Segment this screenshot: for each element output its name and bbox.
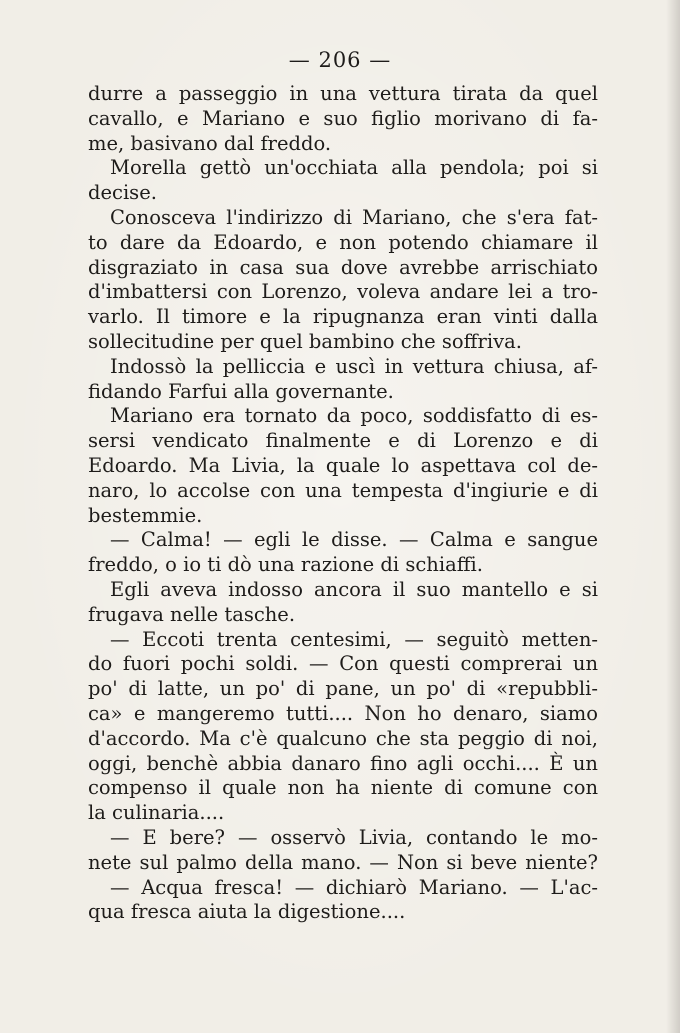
- text-line: qua fresca aiuta la digestione....: [88, 900, 406, 924]
- text-line: to dare da Edoardo, e non potendo chiamare il: [88, 230, 598, 254]
- text-line: fidando Farfui alla governante.: [88, 379, 394, 403]
- text-line: ca» e mangeremo tutti.... Non ho denaro, siamo: [88, 701, 598, 725]
- page-number: — 206 —: [288, 48, 392, 72]
- page-edge-shadow: [666, 0, 680, 1033]
- text-line: — Eccoti trenta centesimi, — seguitò metten-: [110, 627, 598, 651]
- text-line: nete sul palmo della mano. — Non si beve niente?: [88, 850, 598, 874]
- text-line: sollecitudine per quel bambino che soffriva.: [88, 329, 522, 353]
- text-line: naro, lo accolse con una tempesta d'ingiurie e di: [88, 478, 598, 502]
- text-line: Indossò la pelliccia e uscì in vettura chiusa, af-: [110, 354, 598, 378]
- text-line: freddo, o io ti dò una razione di schiaffi.: [88, 553, 483, 577]
- body-text: [88, 82, 598, 925]
- text-line: d'accordo. Ma c'è qualcuno che sta peggio di noi,: [88, 726, 598, 750]
- text-line: — E bere? — osservò Livia, contando le mo-: [110, 825, 598, 849]
- text-line: bestemmie.: [88, 503, 203, 527]
- text-line: sersi vendicato finalmente e di Lorenzo e di: [88, 429, 598, 453]
- text-line: Conosceva l'indirizzo di Mariano, che s'era fat-: [110, 205, 598, 229]
- text-line: oggi, benchè abbia danaro fino agli occhi.... È un: [88, 751, 598, 775]
- text-line: d'imbattersi con Lorenzo, voleva andare lei a tro-: [88, 280, 598, 304]
- text-line: varlo. Il timore e la ripugnanza eran vinti dalla: [88, 305, 598, 329]
- text-line: — Acqua fresca! — dichiarò Mariano. — L'ac-: [110, 875, 598, 899]
- text-line: po' di latte, un po' di pane, un po' di «repubbli-: [88, 677, 598, 701]
- text-line: do fuori pochi soldi. — Con questi comprerai un: [88, 652, 598, 676]
- text-line: la culinaria....: [88, 801, 225, 825]
- text-line: disgraziato in casa sua dove avrebbe arrischiato: [88, 255, 598, 279]
- text-line: decise.: [88, 181, 157, 205]
- text-line: frugava nelle tasche.: [88, 602, 296, 626]
- text-line: — Calma! — egli le disse. — Calma e sangue: [110, 528, 598, 552]
- text-line: durre a passeggio in una vettura tirata da quel: [88, 82, 598, 105]
- text-line: Edoardo. Ma Livia, la quale lo aspettava col de-: [88, 453, 598, 477]
- text-line: cavallo, e Mariano e suo figlio morivano di fa-: [88, 106, 598, 130]
- text-line: compenso il quale non ha niente di comune con: [88, 776, 598, 800]
- text-line: Morella gettò un'occhiata alla pendola; poi si: [110, 156, 598, 180]
- text-line: Egli aveva indosso ancora il suo mantello e si: [110, 577, 598, 601]
- text-line: me, basivano dal freddo.: [88, 131, 332, 155]
- text-line: Mariano era tornato da poco, soddisfatto di es-: [110, 404, 598, 428]
